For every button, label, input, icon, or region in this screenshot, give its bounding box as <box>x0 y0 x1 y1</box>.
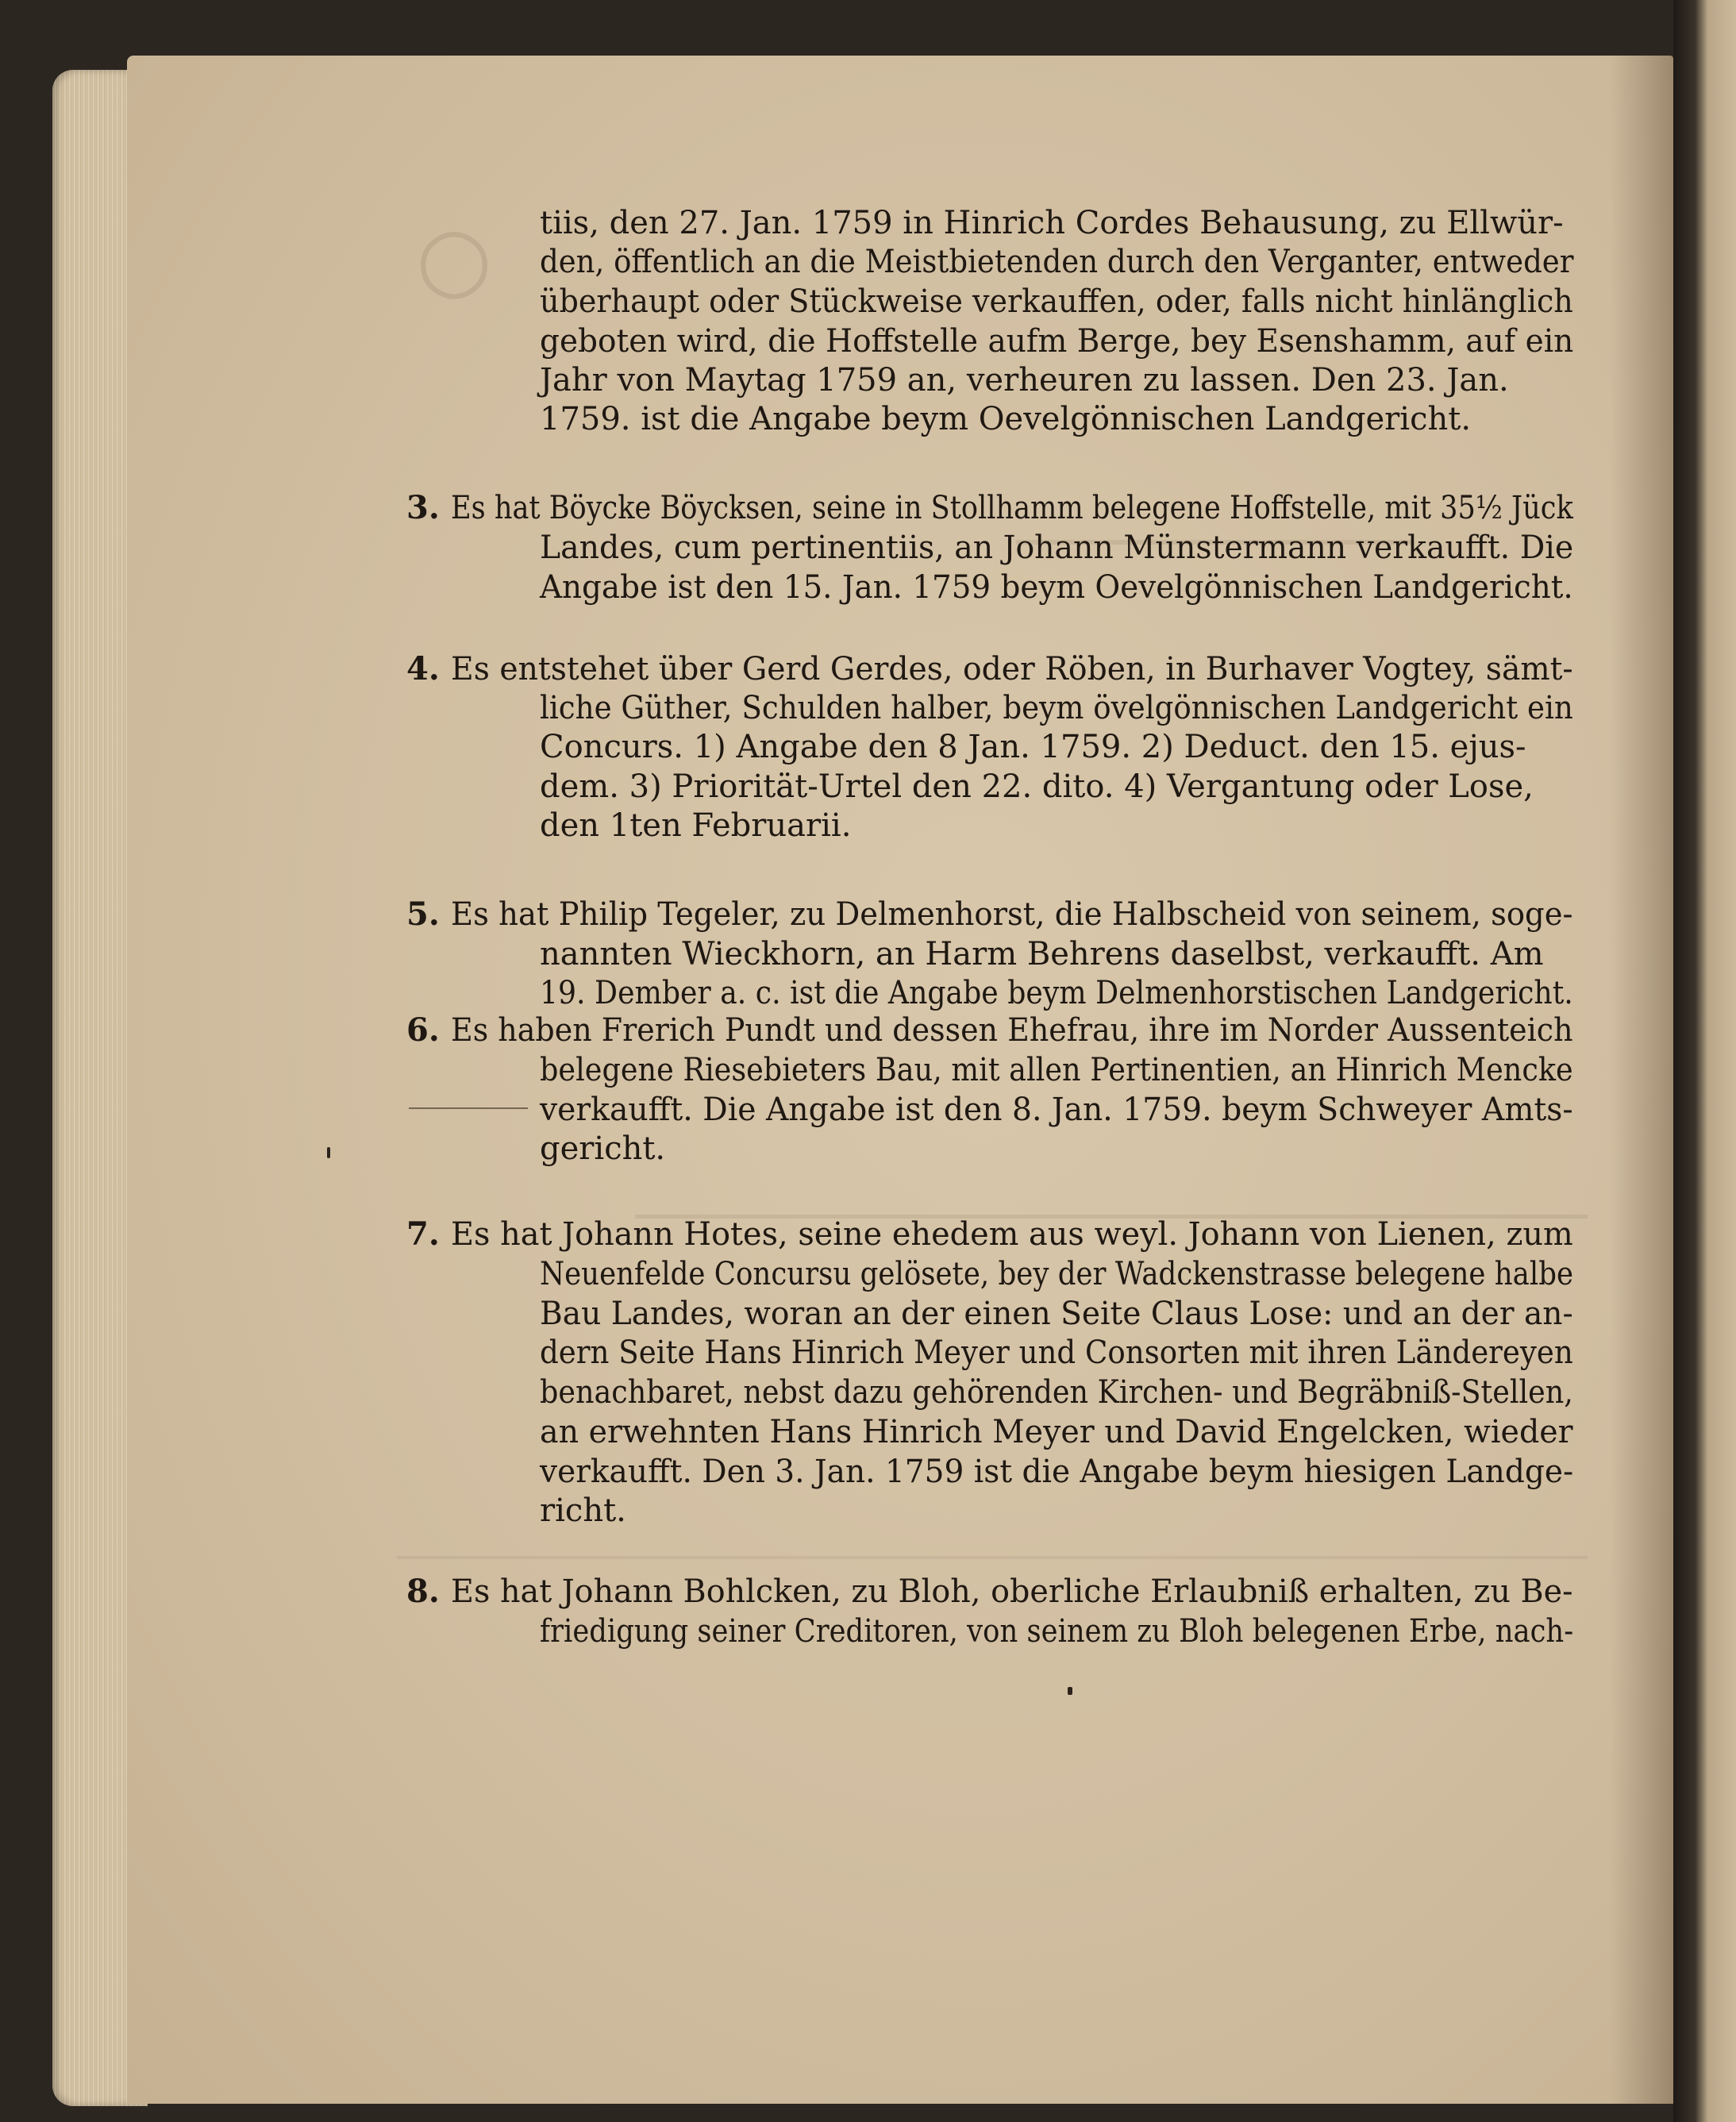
text-line: überhaupt oder Stückweise verkauffen, oder, falls nicht hinlänglich <box>540 283 1573 320</box>
text-line: Es hat Philip Tegeler, zu Delmenhorst, die Halbscheid von seinem, soge- <box>451 896 1573 933</box>
text-line: Es hat Johann Hotes, seine ehedem aus weyl. Johann von Lienen, zum <box>451 1216 1573 1253</box>
text-line: belegene Riesebieters Bau, mit allen Pertinentien, an Hinrich Mencke <box>540 1052 1573 1088</box>
text-line: Es entstehet über Gerd Gerdes, oder Röben, in Burhaver Vogtey, sämt- <box>451 651 1573 687</box>
text-line: Es hat Johann Bohlcken, zu Bloh, oberliche Erlaubniß erhalten, zu Be- <box>451 1573 1573 1610</box>
text-line: Es haben Frerich Pundt und dessen Ehefrau, ihre im Norder Aussenteich <box>451 1012 1573 1049</box>
text-line: den, öffentlich an die Meistbietenden durch den Verganter, entweder <box>540 244 1574 280</box>
text-line: nannten Wieckhorn, an Harm Behrens daselbst, verkaufft. Am <box>540 936 1544 972</box>
text-line: dem. 3) Priorität-Urtel den 22. dito. 4) Vergantung oder Lose, <box>540 768 1534 805</box>
text-line: Jahr von Maytag 1759 an, verheuren zu lassen. Den 23. Jan. <box>540 362 1509 399</box>
text-line: Angabe ist den 15. Jan. 1759 beym Oevelgönnischen Landgericht. <box>540 569 1573 606</box>
text-line: Neuenfelde Concursu gelösete, bey der Wadckenstrasse belegene halbe <box>540 1256 1574 1292</box>
text-line: Bau Landes, woran an der einen Seite Claus Lose: und an der an- <box>540 1296 1573 1332</box>
item-number: 4. <box>406 650 440 687</box>
text-line: verkaufft. Die Angabe ist den 8. Jan. 1759. beym Schweyer Amts- <box>540 1092 1573 1128</box>
text-line: benachbaret, nebst dazu gehörenden Kirchen- und Begräbniß-Stellen, <box>540 1374 1573 1411</box>
text-line: den 1ten Februarii. <box>540 807 852 844</box>
text-line: an erwehnten Hans Hinrich Meyer und David Engelcken, wieder <box>540 1414 1573 1450</box>
text-line: dern Seite Hans Hinrich Meyer und Consorten mit ihren Ländereyen <box>540 1334 1573 1371</box>
text-line: geboten wird, die Hoffstelle aufm Berge, bey Esenshamm, auf ein <box>540 323 1574 360</box>
book-binding <box>1673 0 1736 2122</box>
ink-speck <box>327 1147 330 1158</box>
text-line: gericht. <box>540 1130 666 1167</box>
bleed-through-mark: ○ <box>416 206 492 309</box>
text-line: verkaufft. Den 3. Jan. 1759 ist die Angabe beym hiesigen Landge- <box>540 1454 1574 1490</box>
text-line: 1759. ist die Angabe beym Oevelgönnischen Landgericht. <box>540 401 1472 437</box>
item-number: 7. <box>406 1215 440 1253</box>
item-number: 8. <box>406 1573 440 1610</box>
item-number: 6. <box>406 1011 440 1049</box>
text-line: tiis, den 27. Jan. 1759 in Hinrich Cordes Behausung, zu Ellwür- <box>540 205 1564 241</box>
margin-rule <box>409 1107 528 1109</box>
text-line: richt. <box>540 1492 626 1529</box>
text-line: friedigung seiner Creditoren, von seinem zu Bloh belegenen Erbe, nach- <box>540 1613 1574 1650</box>
ink-speck <box>1068 1687 1072 1695</box>
text-line: liche Güther, Schulden halber, beym övelgönnischen Landgericht ein <box>540 690 1573 726</box>
text-line: Concurs. 1) Angabe den 8 Jan. 1759. 2) Deduct. den 15. ejus- <box>540 729 1526 765</box>
text-line: Es hat Böycke Böycksen, seine in Stollhamm belegene Hoffstelle, mit 35½ Jück <box>451 490 1573 526</box>
bleed-through-mark <box>635 1159 1588 1219</box>
item-number: 3. <box>406 489 440 526</box>
text-line: 19. Dember a. c. ist die Angabe beym Delmenhorstischen Landgericht. <box>540 975 1573 1011</box>
item-number: 5. <box>406 895 440 933</box>
text-line: Landes, cum pertinentiis, an Johann Münstermann verkaufft. Die <box>540 530 1574 566</box>
